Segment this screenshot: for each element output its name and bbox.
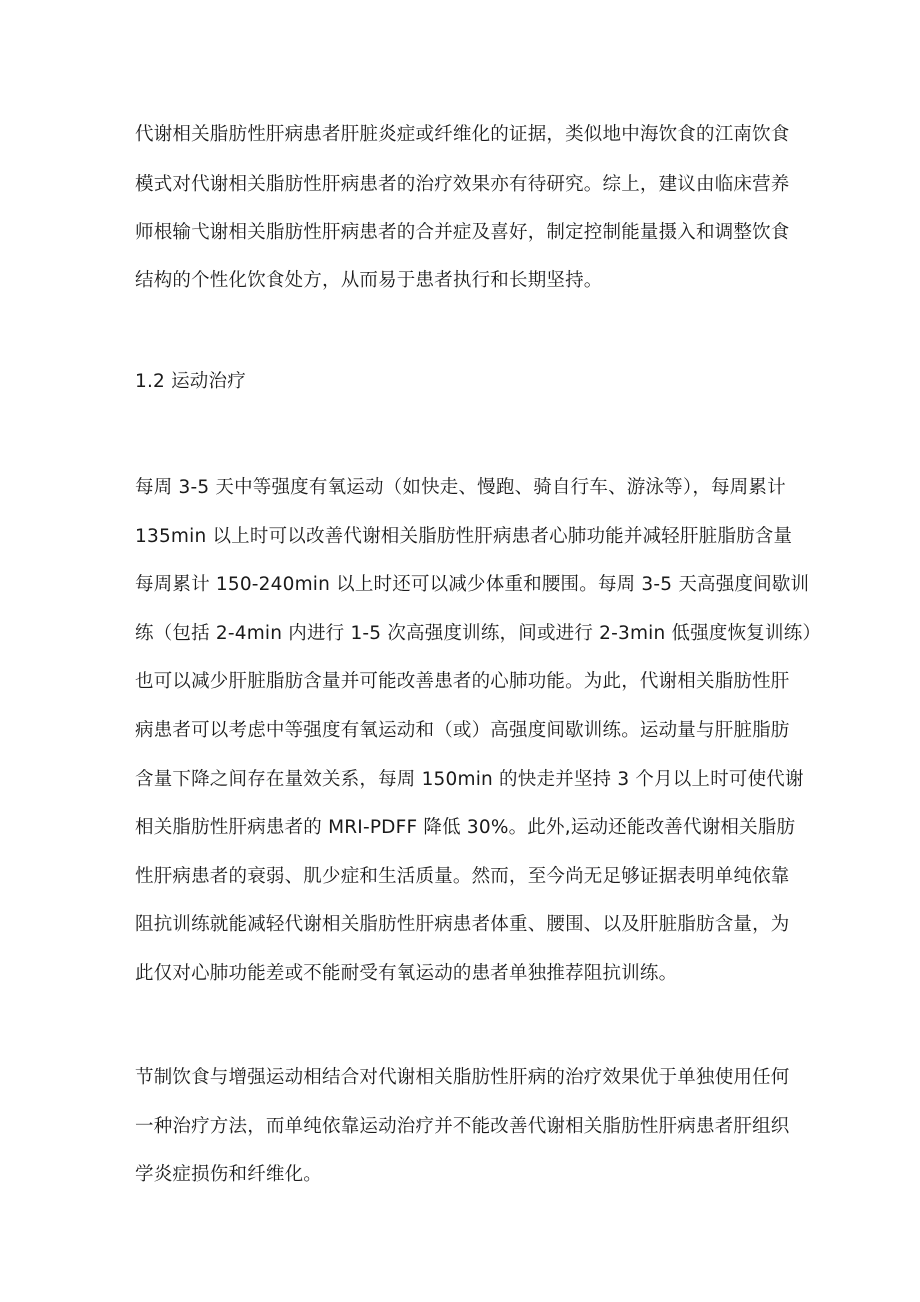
- text-line: 135min 以上时可以改善代谢相关脂肪性肝病患者心肺功能并减轻肝脏脂肪含量: [135, 526, 793, 547]
- section-heading: 1.2 运动治疗: [135, 371, 246, 392]
- text-line: 含量下降之间存在量效关系，每周 150min 的快走并坚持 3 个月以上时可使代谢: [135, 769, 804, 790]
- text-line: 阻抗训练就能减轻代谢相关脂肪性肝病患者体重、腰围、以及肝脏脂肪含量，为: [135, 914, 790, 935]
- text-line: 练（包括 2-4min 内进行 1-5 次高强度训练，间或进行 2-3min 低强度恢复训练）: [135, 623, 822, 644]
- text-line: 每周 3-5 天中等强度有氧运动（如快走、慢跑、骑自行车、游泳等），每周累计: [135, 477, 786, 498]
- text-line: 相关脂肪性肝病患者的 MRI-PDFF 降低 30%。此外,运动还能改善代谢相关脂肪: [135, 817, 796, 838]
- text-line: 学炎症损伤和纤维化。: [135, 1164, 323, 1185]
- text-line: 性肝病患者的衰弱、肌少症和生活质量。然而，至今尚无足够证据表明单纯依靠: [135, 866, 790, 887]
- text-line: 每周累计 150-240min 以上时还可以减少体重和腰围。每周 3-5 天高强度间歇训: [135, 574, 810, 595]
- text-line: 师根输弋谢相关脂肪性肝病患者的合并症及喜好，制定控制能量摄入和调整饮食: [135, 222, 790, 243]
- text-line: 代谢相关脂肪性肝病患者肝脏炎症或纤维化的证据，类似地中海饮食的江南饮食: [135, 124, 790, 145]
- text-line: 一种治疗方法，而单纯依靠运动治疗并不能改善代谢相关脂肪性肝病患者肝组织: [135, 1116, 790, 1137]
- text-line: 节制饮食与增强运动相结合对代谢相关脂肪性肝病的治疗效果优于单独使用任何: [135, 1067, 790, 1088]
- text-line: 病患者可以考虑中等强度有氧运动和（或）高强度间歇训练。运动量与肝脏脂肪: [135, 720, 790, 741]
- text-line: 模式对代谢相关脂肪性肝病患者的治疗效果亦有待研究。综上，建议由临床营养: [135, 174, 790, 195]
- text-line: 结构的个性化饮食处方，从而易于患者执行和长期坚持。: [135, 270, 603, 291]
- text-line: 此仅对心肺功能差或不能耐受有氧运动的患者单独推荐阻抗训练。: [135, 963, 678, 984]
- text-line: 也可以减少肝脏脂肪含量并可能改善患者的心肺功能。为此，代谢相关脂肪性肝: [135, 671, 790, 692]
